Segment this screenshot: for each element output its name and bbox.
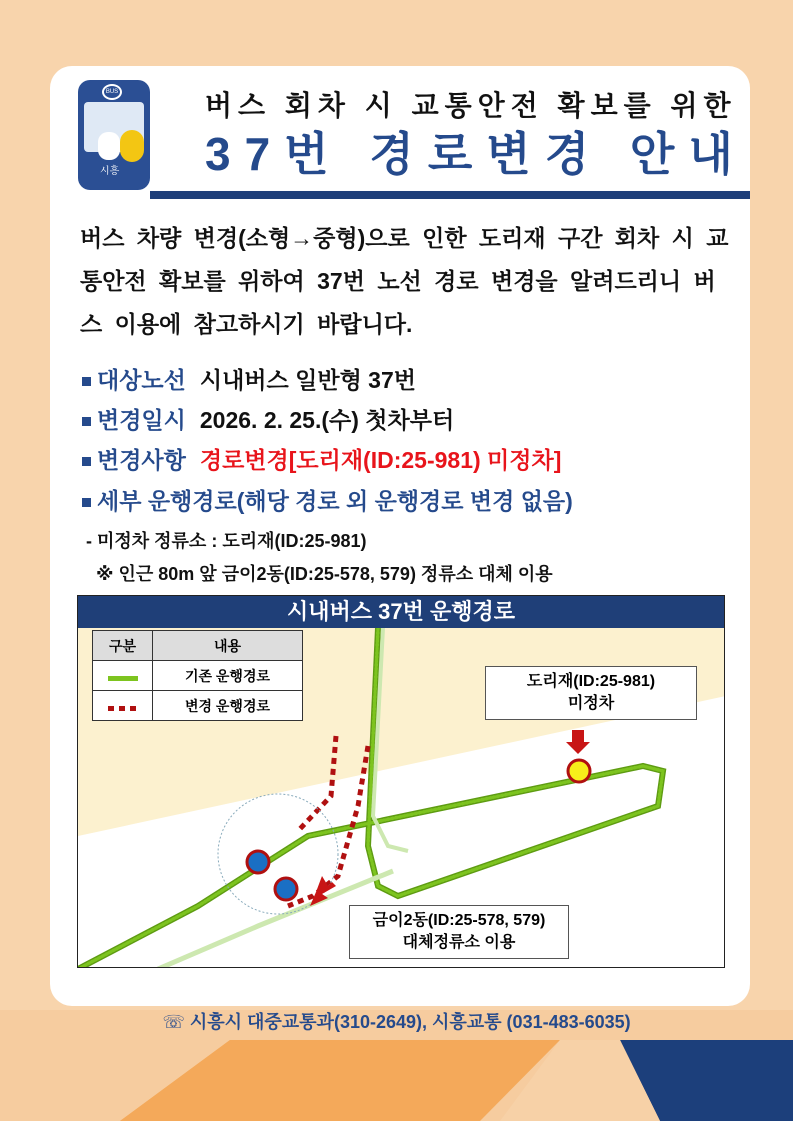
bus-stop-marker [275,878,297,900]
contact-footer [0,1008,793,1034]
skipped-stop-callout [485,666,697,720]
callout-line: 도리재(ID:25-981) [526,673,656,690]
item-value: 2026. 2. 25.(수) 첫차부터 [199,407,455,433]
item-change-detail [82,442,561,475]
mascot-icon [98,132,120,160]
bullet-icon [82,498,91,507]
bullet-icon [82,457,91,466]
callout-line: 미정차 [567,695,615,712]
alternate-stop-callout [349,905,569,959]
map-title: 시내버스 37번 운행경로 [78,596,724,628]
title-divider [150,191,750,199]
map-legend [92,630,303,721]
legend-existing-label: 기존 운행경로 [153,661,303,691]
bus-stop-marker [247,851,269,873]
skip-stop-note: - 미정차 정류소 : 도리재(ID:25-981) [86,531,367,551]
callout-line: 대체정류소 이용 [402,934,516,951]
item-label: 세부 운행경로(해당 경로 외 운행경로 변경 없음) [97,488,573,514]
phone-icon: ☏ [162,1012,190,1032]
alternate-stop-note: ※ 인근 80m 앞 금이2동(ID:25-578, 579) 정류소 대체 이용 [96,564,553,584]
item-target-route [82,362,416,395]
legend-header: 내용 [153,631,303,661]
existing-route-swatch [108,676,138,681]
contact-text: 시흥시 대중교통과(310-2649), 시흥교통 (031-483-6035) [189,1012,631,1032]
skipped-stop-marker [568,760,590,782]
item-value: 시내버스 일반형 37번 [199,367,416,393]
route-map [77,595,725,968]
bullet-icon [82,377,91,386]
city-logo: 시흥 [100,166,120,177]
title-line1: 버스 회차 시 교통안전 확보를 위한 [205,90,737,121]
item-change-date [82,402,454,435]
item-value: 경로변경[도리재(ID:25-981) 미정차] [199,447,562,473]
bus-badge: BUS [102,84,122,100]
item-route-detail [82,483,587,516]
title-line2: 37번 경로변경 안내 [205,128,747,180]
item-label: 대상노선 [97,367,186,393]
arrow-down-icon [566,730,590,754]
legend-header: 구분 [93,631,153,661]
callout-line: 금이2동(ID:25-578, 579) [372,912,546,929]
changed-route-swatch [108,706,138,711]
bullet-icon [82,417,91,426]
bus-mascot-logo [78,80,150,190]
intro-text: 버스 차량 변경(소형→중형)으로 인한 도리재 구간 회차 시 교통안전 확보를 위하여 37번 노선 경로 변경을 알려드리니 버스 이용에 참고하시기 바랍니다. [80,225,729,337]
mascot-icon [120,130,144,162]
item-label: 변경사항 [97,447,186,473]
legend-changed-label: 변경 운행경로 [153,691,303,721]
item-label: 변경일시 [97,407,186,433]
